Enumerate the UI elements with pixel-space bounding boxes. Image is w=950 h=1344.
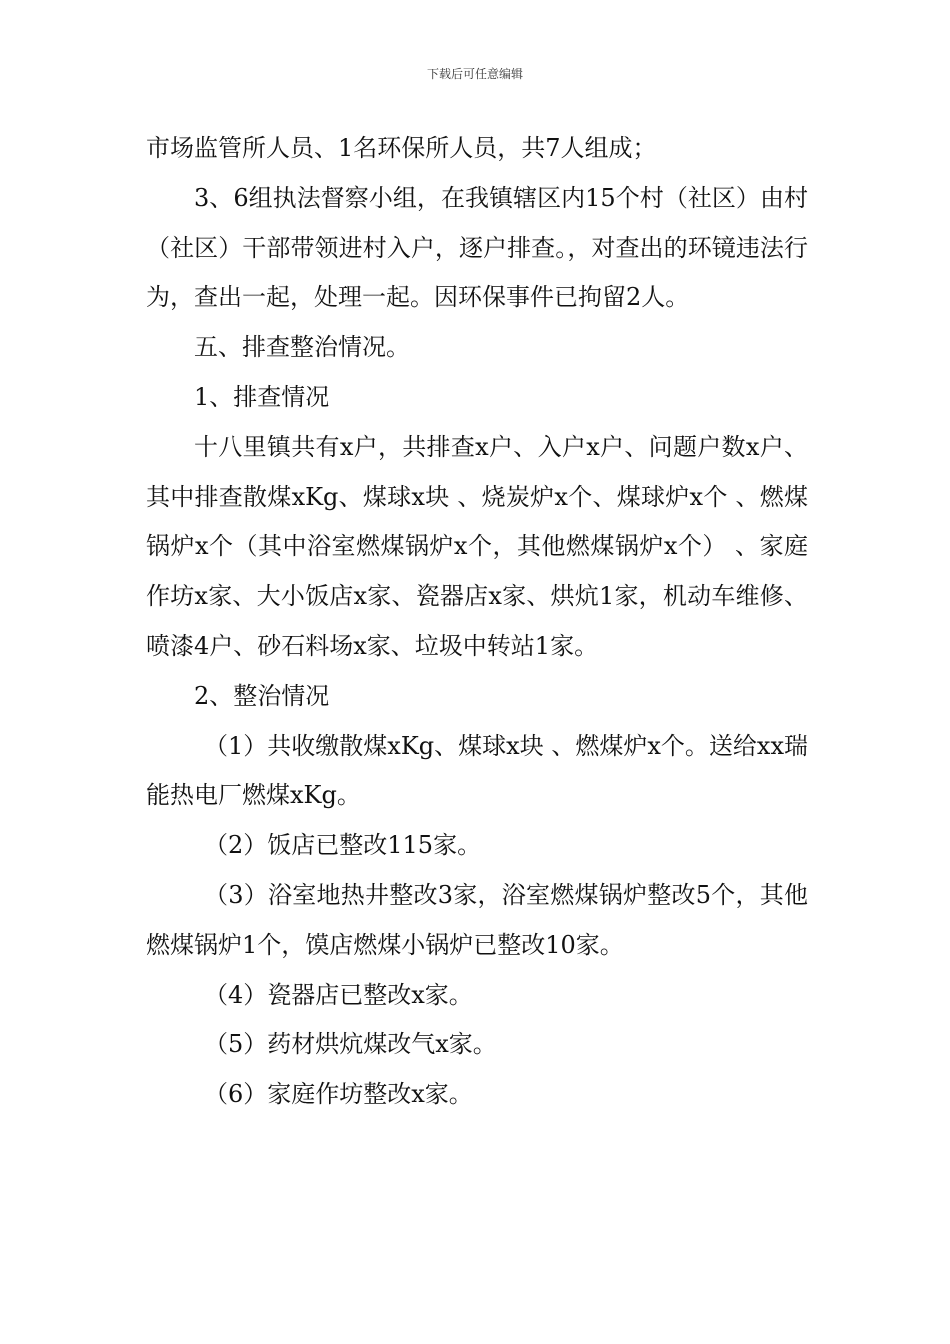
list-item-2: （2）饭店已整改115家。	[204, 831, 482, 860]
list-item-3: （3）浴室地热井整改3家，浴室燃煤锅炉整改5个，其他燃煤锅炉1个，馍店燃煤小锅炉已整改10家。	[146, 880, 808, 959]
subheading-inspection: 1、排查情况	[194, 382, 330, 411]
subheading-rectification: 2、整治情况	[194, 681, 330, 710]
paragraph-personnel: 市场监管所人员、1名环保所人员，共7人组成；	[146, 134, 657, 162]
document-body	[146, 124, 808, 1120]
list-item-4: （4）瓷器店已整改x家。	[204, 980, 473, 1009]
list-item-5: （5）药材烘炕煤改气x家。	[204, 1030, 497, 1059]
page-header-note: 下载后可任意编辑	[426, 67, 523, 81]
paragraph-inspection-teams: 3、6组执法督察小组，在我镇辖区内15个村（社区）由村（社区）干部带领进村入户，逐户排查。，对查出的环镜违法行为，查出一起，处理一起。因环保事件已拘留2人。	[146, 183, 808, 312]
section-heading-5: 五、排查整治情况。	[194, 333, 410, 362]
list-item-6: （6）家庭作坊整改x家。	[204, 1080, 473, 1109]
paragraph-inspection-details: 十八里镇共有x户，共排查x户、入户x户、问题户数x户、其中排查散煤xKg、煤球x块 、烧炭炉x个、煤球炉x个 、燃煤锅炉x个（其中浴室燃煤锅炉x个，其他燃煤锅炉x个） 、家庭作坊x家、大小饭店x家、瓷器店x家、烘炕1家，机动车维修、喷漆4户、砂石料场x家、垃圾中转站1家。	[146, 432, 808, 660]
list-item-1: （1）共收缴散煤xKg、煤球x块 、燃煤炉x个。送给xx瑞能热电厂燃煤xKg。	[146, 731, 808, 810]
